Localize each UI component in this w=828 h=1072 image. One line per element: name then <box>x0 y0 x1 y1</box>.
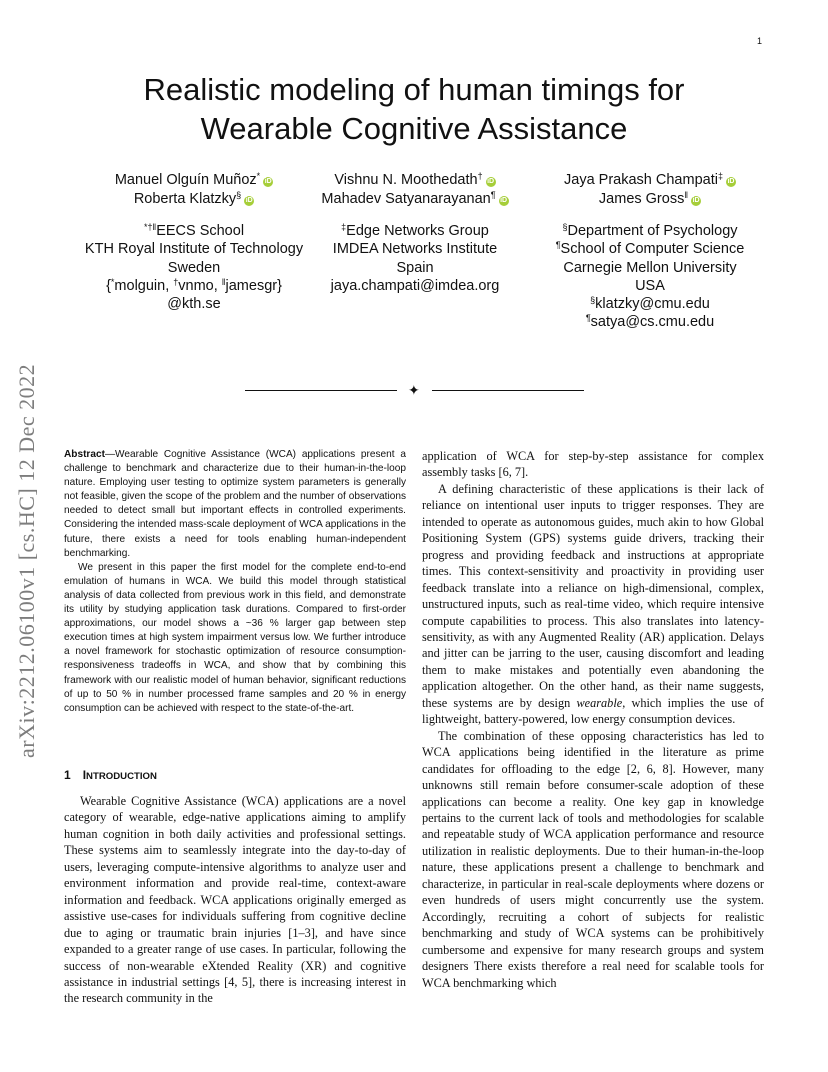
author-mark: § <box>236 190 242 200</box>
author-mark: † <box>477 171 483 181</box>
affiliation-email <box>540 295 760 313</box>
author-name: Manuel Olguín Muñoz <box>114 172 257 188</box>
body-paragraph: Wearable Cognitive Assistance (WCA) applications are a novel category of wearable, edge-native applications aiming to amplify human cognition in both daily activities and professional settings. These systems aim to seamlessly integrate into the day-to-day of users, leveraging compute-intensive algorithms to analyze user and environment information and provide real-time, context-aware information and feedback. WCA applications originally emerged as assistive use-cases for individuals suffering from cognitive decline due to aging or traumatic brain injuries [1–3], and have since expanded to a greater range of use cases. In particular, following the success of non-wearable eXtended Reality (XR) and cognitive assistance in industrial settings [4, 5], there is increasing interest in the research community in the <box>64 794 406 1006</box>
author-name: Jaya Prakash Champati <box>564 172 718 188</box>
email-user: jamesgr} <box>225 277 282 294</box>
body-text: , which implies the use of lightweight, battery-powered, low energy consumption devices. <box>422 695 764 727</box>
author-line <box>540 171 760 190</box>
affiliation-line <box>540 240 760 258</box>
affiliation-email-domain: @kth.se <box>167 296 221 313</box>
arxiv-identifier-stamp: arXiv:2212.06100v1 [cs.HC] 12 Dec 2022 <box>14 363 39 758</box>
author-line <box>300 190 530 209</box>
body-paragraph: The combination of these opposing characteristics has led to WCA applications being identified in the literature as prime candidates for offloading to the edge [2, 6, 8]. However, many unknowns still remain before consumer-scale adoption of these applications can become a reality. One key gap in knowledge pertains to the current lack of tools and methodologies for scalable and repeatable study of WCA application performance and resource utilization in realistic deployments. Due to their human-in-the-loop nature, these applications present a challenge to benchmark and characterize, in particular in real-scale deployments where dozens or even hundreds of users might concurrently use the system. Accordingly, recruiting a cohort of subjects for realistic benchmarking and study of WCA systems can be prohibitively cumbersome and expensive for many research groups and system designers There exists therefore a real need for scalable tools for WCA benchmarking which <box>422 728 764 990</box>
author-mark: ‖ <box>684 190 689 200</box>
divider-star-icon: ✦ <box>408 384 420 399</box>
author-line <box>64 171 324 190</box>
affiliation-line <box>300 222 530 240</box>
author-column-2 <box>300 171 530 209</box>
affiliation-mark: § <box>590 295 596 306</box>
divider-rule-left <box>245 390 397 391</box>
affiliation-email <box>540 313 760 331</box>
section-heading-introduction <box>64 768 157 782</box>
affiliation-line: Sweden <box>167 259 221 276</box>
paper-title-line-1: Realistic modeling of human timings for <box>143 72 685 107</box>
affiliation-mark: § <box>562 222 568 232</box>
affiliation-line <box>54 222 334 240</box>
orcid-icon[interactable]: iD <box>264 178 272 185</box>
affiliation-mark: *†‖ <box>143 222 157 232</box>
section-divider <box>245 385 584 397</box>
orcid-icon[interactable]: iD <box>692 197 700 204</box>
affiliation-mark: * <box>110 276 115 287</box>
email-user: vnmo, <box>178 277 222 294</box>
author-name: Roberta Klatzky <box>133 191 237 207</box>
introduction-right-column <box>422 448 764 991</box>
affiliation-line <box>540 222 760 240</box>
orcid-icon[interactable]: iD <box>487 178 495 185</box>
section-title <box>83 768 157 782</box>
section-number: 1 <box>64 768 71 782</box>
email-user: molguin, <box>114 277 174 294</box>
affiliation-text: Edge Networks Group <box>346 223 489 239</box>
author-column-3 <box>540 171 760 209</box>
affiliation-kth <box>54 222 334 313</box>
affiliation-text: School of Computer Science <box>560 241 745 258</box>
author-column-1 <box>64 171 324 209</box>
affiliation-imdea <box>300 222 530 295</box>
author-name: James Gross <box>598 191 685 207</box>
paper-title-line-2: Wearable Cognitive Assistance <box>200 111 628 146</box>
author-line <box>540 190 760 209</box>
author-mark: ‡ <box>717 171 723 181</box>
affiliation-mark: ¶ <box>585 313 591 324</box>
affiliation-line: Carnegie Mellon University <box>563 259 737 276</box>
abstract-paragraph-2: We present in this paper the first model for the complete end-to-end emulation of humans in WCA. We build this model through statistical analysis of data collected from previous work in this field, and demonstrate its utility by studying application task durations. Compared to first-order approximations, our model shows a ~36 % larger gap between step execution times at high system impairment versus low. We further introduce a novel framework for stochastic optimization of resource consumption-responsiveness tradeoffs in WCA, and show that by combining this framework with our realistic model of human behavior, significant reductions of up to 50 % in number processed frame samples and 20 % in energy consumption can be achieved with respect to the state-of-the-art. <box>64 561 406 714</box>
page-number: 1 <box>757 36 763 46</box>
affiliation-line: Spain <box>396 259 434 276</box>
orcid-icon[interactable]: iD <box>500 197 508 204</box>
emphasis-text: wearable <box>576 695 623 710</box>
email-brace: { <box>106 277 111 294</box>
orcid-icon[interactable]: iD <box>245 197 253 204</box>
abstract <box>64 448 406 716</box>
affiliation-line: IMDEA Networks Institute <box>332 241 498 258</box>
affiliation-mark: † <box>173 276 179 287</box>
body-paragraph: application of WCA for step-by-step assistance for complex assembly tasks [6, 7]. <box>422 449 764 480</box>
section-title-rest: NTRODUCTION <box>86 771 157 782</box>
affiliation-line: USA <box>635 277 665 294</box>
orcid-icon[interactable]: iD <box>727 178 735 185</box>
affiliation-email: jaya.champati@imdea.org <box>330 277 500 294</box>
divider-rule-right <box>432 390 584 391</box>
body-paragraph <box>422 481 764 728</box>
email-text: klatzky@cmu.edu <box>595 296 710 313</box>
affiliation-mark: ‡ <box>341 222 347 232</box>
author-name: Vishnu N. Moothedath <box>334 172 478 188</box>
affiliation-cmu <box>540 222 760 332</box>
body-text: A defining characteristic of these applications is their lack of reliance on intentional user inputs to trigger responses. They are intended to operate as autonomous guides, much akin to how Global Positioning System (GPS) systems guide drivers, tracking their progress and providing feedback and instructions at appropriate times. This context-sensitivity and proactivity in providing user feedback translate into a reliance on high-dimensional, complex, unstructured inputs, such as real-time video, which require intensive compute capabilities to process. This also translates into latency-sensitivity, as with any Augmented Reality (AR) application. Delays and jitter can be jarring to the user, causing discomfort and leading them to make mistakes and potentially even abandoning the application altogether. On the other hand, as their name suggests, these systems are by design <box>422 481 764 710</box>
affiliation-text: Department of Psychology <box>567 223 738 239</box>
introduction-left-column <box>64 793 406 1007</box>
affiliation-line: KTH Royal Institute of Technology <box>84 241 304 258</box>
affiliation-mark: ‖ <box>221 276 226 287</box>
paper-title <box>60 70 768 148</box>
affiliation-email-line <box>54 277 334 295</box>
abstract-text: —Wearable Cognitive Assistance (WCA) applications present a challenge to benchmark and characterize due to their human-in-the-loop nature. Employing user testing to optimize system parameters is generally not feasible, given the scope of the problem and the number of observations needed to detect small but important effects in controlled experiments. Considering the intended mass-scale deployment of WCA applications in the future, there exists a need for tools enabling human-independent benchmarking. <box>64 449 406 559</box>
abstract-paragraph-1 <box>64 448 406 561</box>
affiliation-mark: ¶ <box>555 240 561 251</box>
author-mark: ¶ <box>490 190 496 200</box>
abstract-label: Abstract <box>64 449 105 460</box>
affiliation-text: EECS School <box>156 223 245 239</box>
author-mark: * <box>256 171 261 181</box>
author-line <box>64 190 324 209</box>
author-name: Mahadev Satyanarayanan <box>321 191 491 207</box>
email-text: satya@cs.cmu.edu <box>590 314 715 331</box>
section-title-initial: I <box>82 768 87 782</box>
author-line <box>300 171 530 190</box>
